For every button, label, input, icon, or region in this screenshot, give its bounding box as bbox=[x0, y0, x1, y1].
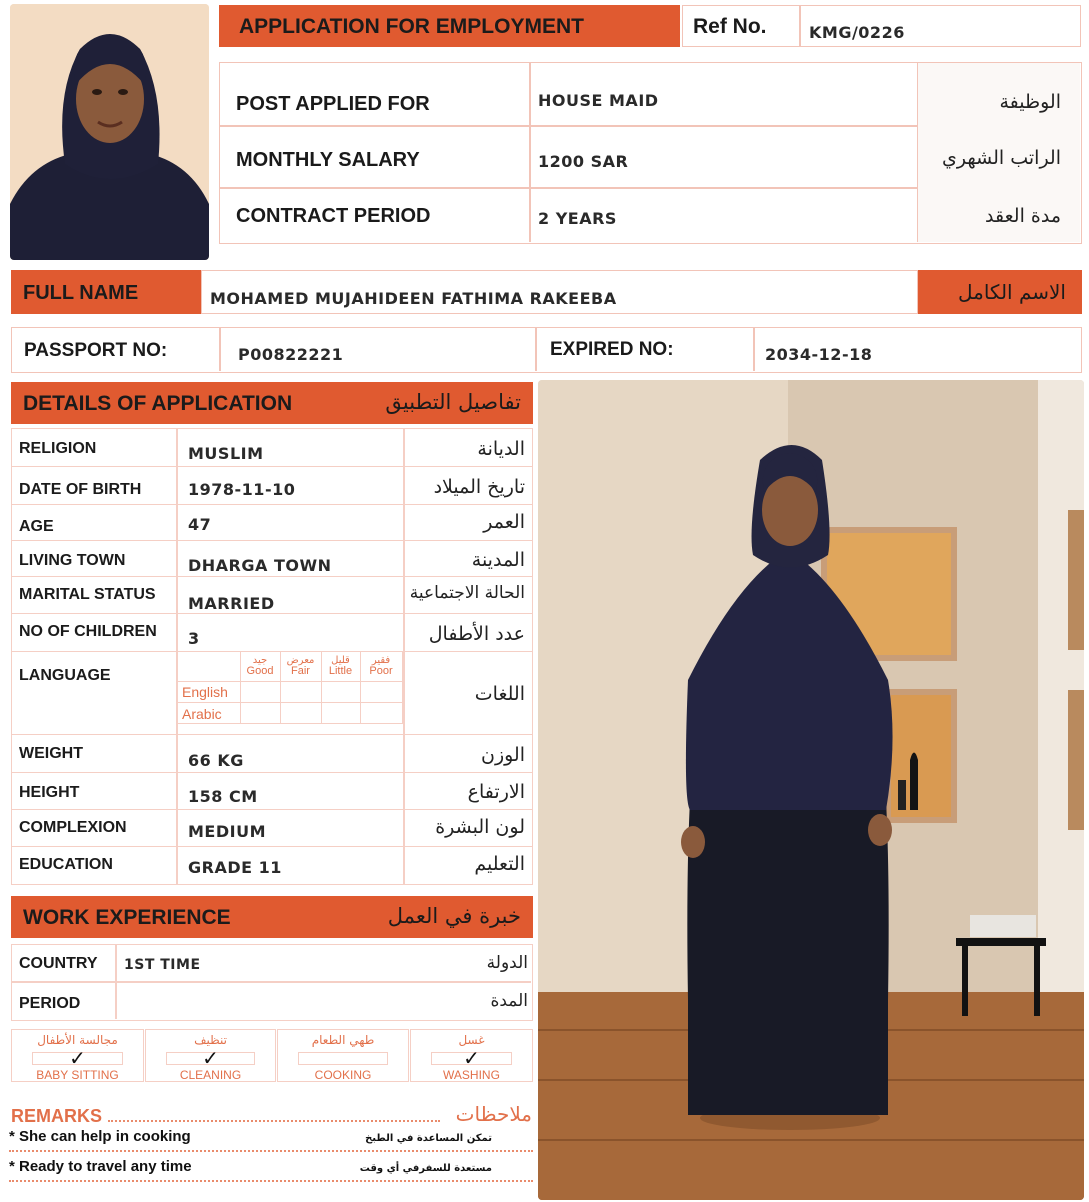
skill-cleaning-arabic: تنظيف bbox=[194, 1033, 227, 1047]
religion-value: MUSLIM bbox=[188, 444, 264, 463]
application-title: APPLICATION FOR EMPLOYMENT bbox=[239, 15, 584, 38]
check-icon: ✓ bbox=[202, 1048, 219, 1070]
living-town-value: DHARGA TOWN bbox=[188, 556, 332, 575]
period-label: PERIOD bbox=[19, 995, 81, 1012]
application-title-bar bbox=[219, 5, 680, 47]
skill-washing-label: WASHING bbox=[443, 1068, 500, 1082]
passport-divider bbox=[219, 328, 221, 371]
country-value: 1ST TIME bbox=[124, 957, 201, 973]
post-applied-arabic: الوظيفة bbox=[999, 91, 1061, 113]
age-label: AGE bbox=[19, 518, 54, 535]
ref-number-value: KMG/0226 bbox=[809, 23, 905, 42]
remarks-title: REMARKS bbox=[11, 1106, 103, 1126]
post-applied-value: HOUSE MAID bbox=[538, 91, 659, 110]
work-experience-title-arabic: خبرة في العمل bbox=[387, 904, 521, 928]
monthly-salary-arabic: الراتب الشهري bbox=[942, 147, 1061, 169]
weight-label: WEIGHT bbox=[19, 745, 83, 762]
passport-value: P00822221 bbox=[238, 345, 344, 364]
passport-expiry-value: 2034-12-18 bbox=[765, 345, 873, 364]
dob-label: DATE OF BIRTH bbox=[19, 481, 142, 498]
remarks-title-arabic: ملاحظات bbox=[455, 1102, 532, 1126]
skill-cooking-arabic: طهي الطعام bbox=[311, 1033, 375, 1047]
remark-item-1: * She can help in cooking bbox=[9, 1128, 191, 1145]
living-town-arabic: المدينة bbox=[471, 549, 525, 571]
passport-row bbox=[11, 327, 1082, 373]
monthly-salary-value: 1200 SAR bbox=[538, 152, 629, 171]
country-label: COUNTRY bbox=[19, 955, 98, 972]
full-name-arabic-cell bbox=[918, 270, 1082, 314]
details-row-education bbox=[11, 847, 533, 885]
language-level-fair: معرض Fair bbox=[286, 655, 315, 677]
marital-status-label: MARITAL STATUS bbox=[19, 586, 156, 603]
work-experience-table bbox=[11, 944, 533, 1021]
skill-cooking bbox=[277, 1029, 409, 1082]
monthly-salary-label: MONTHLY SALARY bbox=[236, 149, 420, 171]
complexion-arabic: لون البشرة bbox=[435, 816, 525, 838]
marital-status-value: MARRIED bbox=[188, 594, 275, 613]
check-icon: ✓ bbox=[463, 1048, 480, 1070]
check-icon: ✓ bbox=[69, 1048, 86, 1070]
details-row-age bbox=[11, 505, 533, 541]
complexion-label: COMPLEXION bbox=[19, 819, 127, 836]
remarks-dotted-line bbox=[108, 1120, 440, 1122]
full-name-value: MOHAMED MUJAHIDEEN FATHIMA RAKEEBA bbox=[210, 289, 617, 308]
full-name-label: FULL NAME bbox=[23, 282, 139, 304]
full-name-value-cell bbox=[201, 270, 918, 314]
details-row-religion bbox=[11, 428, 533, 467]
skill-washing bbox=[410, 1029, 533, 1082]
country-arabic: الدولة bbox=[486, 953, 528, 973]
details-section-title-arabic: تفاصيل التطبيق bbox=[385, 390, 521, 414]
post-divider bbox=[529, 63, 531, 242]
details-row-living-town bbox=[11, 541, 533, 577]
remark-item-2: * Ready to travel any time bbox=[9, 1158, 192, 1175]
contract-period-arabic: مدة العقد bbox=[985, 205, 1061, 227]
remark-item-2-arabic: مستعدة للسفرفي أي وقت bbox=[359, 1163, 492, 1174]
post-applied-label: POST APPLIED FOR bbox=[236, 93, 430, 115]
passport-label: PASSPORT NO: bbox=[24, 340, 168, 361]
post-details-table bbox=[219, 62, 1082, 244]
marital-status-arabic: الحالة الاجتماعية bbox=[409, 583, 525, 603]
skill-washing-arabic: غسل bbox=[458, 1033, 485, 1047]
passport-divider bbox=[753, 328, 755, 371]
details-section-title: DETAILS OF APPLICATION bbox=[23, 392, 293, 415]
dob-value: 1978-11-10 bbox=[188, 480, 296, 499]
ref-number-label-cell bbox=[682, 5, 800, 47]
ref-number-label: Ref No. bbox=[693, 15, 767, 38]
details-row-height bbox=[11, 773, 533, 810]
children-arabic: عدد الأطفال bbox=[428, 623, 525, 645]
applicant-portrait-photo bbox=[10, 4, 209, 260]
language-english: English bbox=[182, 684, 228, 700]
height-label: HEIGHT bbox=[19, 784, 80, 801]
work-experience-title: WORK EXPERIENCE bbox=[23, 906, 231, 929]
weight-arabic: الوزن bbox=[480, 744, 525, 766]
full-name-arabic: الاسم الكامل bbox=[957, 280, 1066, 304]
period-arabic: المدة bbox=[490, 991, 528, 1011]
details-row-weight bbox=[11, 735, 533, 773]
language-level-little: قليل Little bbox=[328, 655, 353, 677]
religion-label: RELIGION bbox=[19, 440, 97, 457]
weight-value: 66 KG bbox=[188, 751, 244, 770]
skill-baby-sitting bbox=[11, 1029, 144, 1082]
skill-cleaning bbox=[145, 1029, 276, 1082]
skill-baby-sitting-arabic: مجالسة الأطفال bbox=[37, 1033, 118, 1047]
remark-line bbox=[9, 1180, 533, 1182]
age-arabic: العمر bbox=[483, 511, 525, 533]
details-row-complexion bbox=[11, 810, 533, 847]
living-town-label: LIVING TOWN bbox=[19, 552, 126, 569]
skill-baby-sitting-label: BABY SITTING bbox=[36, 1068, 119, 1082]
remark-line bbox=[9, 1150, 533, 1152]
skill-cleaning-label: CLEANING bbox=[179, 1068, 242, 1082]
height-arabic: الارتفاع bbox=[467, 781, 525, 803]
skill-cooking-label: COOKING bbox=[314, 1068, 372, 1082]
details-row-children bbox=[11, 614, 533, 652]
religion-arabic: الديانة bbox=[477, 438, 525, 460]
education-label: EDUCATION bbox=[19, 856, 113, 873]
contract-period-label: CONTRACT PERIOD bbox=[236, 205, 431, 227]
full-name-label-cell bbox=[11, 270, 201, 314]
children-label: NO OF CHILDREN bbox=[19, 623, 157, 640]
children-value: 3 bbox=[188, 629, 200, 648]
work-experience-header bbox=[11, 896, 533, 938]
skill-cooking-checkbox[interactable] bbox=[298, 1052, 388, 1065]
contract-period-value: 2 YEARS bbox=[538, 209, 617, 228]
details-section-header bbox=[11, 382, 533, 424]
language-label: LANGUAGE bbox=[19, 667, 111, 684]
age-value: 47 bbox=[188, 515, 212, 534]
passport-expiry-label: EXPIRED NO: bbox=[550, 339, 674, 360]
dob-arabic: تاريخ الميلاد bbox=[433, 476, 525, 498]
details-row-marital-status bbox=[11, 577, 533, 614]
language-level-good: جيد Good bbox=[246, 655, 274, 677]
language-table bbox=[178, 652, 403, 724]
complexion-value: MEDIUM bbox=[188, 822, 266, 841]
details-row-dob bbox=[11, 467, 533, 505]
education-arabic: التعليم bbox=[474, 853, 525, 875]
language-arabic-name: Arabic bbox=[182, 706, 222, 722]
passport-divider bbox=[535, 328, 537, 371]
height-value: 158 CM bbox=[188, 787, 258, 806]
ref-number-value-cell bbox=[800, 5, 1081, 47]
language-arabic: اللغات bbox=[474, 683, 525, 705]
language-level-poor: فقير Poor bbox=[369, 655, 393, 677]
education-value: GRADE 11 bbox=[188, 858, 282, 877]
applicant-full-body-photo bbox=[538, 380, 1084, 1200]
remark-item-1-arabic: تمكن المساعدة في الطبخ bbox=[365, 1133, 492, 1144]
